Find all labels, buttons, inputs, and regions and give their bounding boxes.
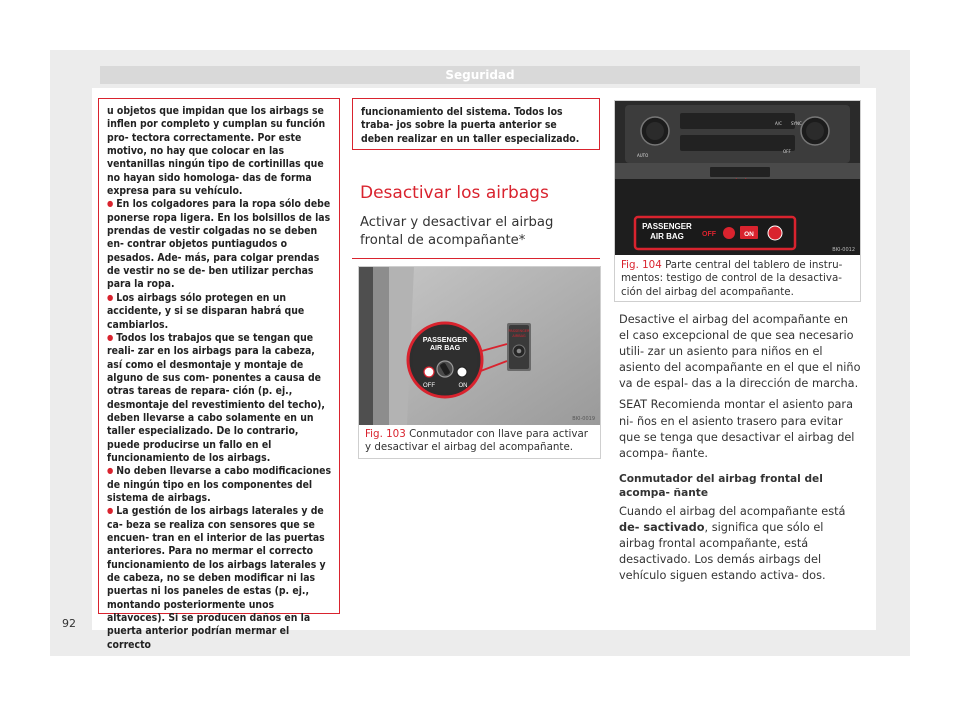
warning-bullet: ● En los colgadores para la ropa sólo debe ponerse ropa ligera. En los bolsillos de las prendas de vestir colgadas no se deben en- contrar objetos puntiagudos o pesados. Ade- más, para colgar prendas de vestir no se de- ben utilizar perchas para la ropa. (107, 198, 331, 291)
lamp-airbag-label: AIR BAG (650, 232, 684, 241)
switch-on-label: ON (458, 383, 468, 389)
body-text (619, 312, 861, 589)
airbag-on-icon (457, 367, 467, 377)
figure-number: Fig. 104 (621, 259, 662, 271)
warning-bullet: ● No deben llevarse a cabo modificaciones de ningún tipo en los componentes del sistema de airbags. (107, 465, 331, 505)
warning-bullet: ● La gestión de los airbags laterales y de ca- beza se realiza con sensores que se encuen- tran en el interior de las puertas anteriores. Para no mermar el correcto funcionamiento de los airbags laterales y de cabeza, no se deben modificar ni las puertas ni los paneles de estas (p. ej., montando posteriormente unos altavoces). Si se producen daños en la puerta anterior podrían mermar el correcto (107, 505, 331, 652)
lamp-on-label: ON (744, 231, 754, 238)
body-bold-term: de- sactivado (619, 520, 705, 534)
figure-caption (615, 255, 860, 299)
figure-104 (614, 100, 861, 302)
small-switch-label-2: AIRBAG (512, 334, 526, 338)
warning-bullet: ● Los airbags sólo protegen en un accidente, y si se disparan habrá que cambiarlos. (107, 292, 331, 332)
figure-103 (358, 266, 601, 459)
airbag-status-icon (768, 226, 782, 240)
figure-caption (359, 425, 600, 455)
body-paragraph: Desactive el airbag del acompañante en el caso excepcional de que sea necesario utili- zar un asiento para niños en el asiento del acompañante en el que el niño va de espal- das a la dirección de marcha. (619, 313, 861, 391)
airbag-key-switch-illustration (359, 267, 600, 425)
lamp-passenger-label: PASSENGER (642, 222, 692, 231)
title-divider (352, 258, 600, 259)
switch-passenger-label: PASSENGER (422, 335, 468, 344)
body-paragraph: SEAT Recomienda montar el asiento para ni- ños en el asiento trasero para evitar que se tenga que desactivar el airbag del acompa- ñante. (619, 398, 855, 460)
airbag-warning-icon (723, 227, 735, 239)
switch-off-label: OFF (423, 383, 435, 389)
figure-code: BKI-0019 (572, 416, 595, 422)
warning-bullet: ● Todos los trabajos que se tengan que reali- zar en los airbags para la cabeza, así como el desmontaje y montaje de alguno de sus com- ponentes a causa de otras tareas de repara- ción (p. ej., desmontaje del revestimiento del techo), deben llevarse a cabo solamente en un taller especializado. De lo contrario, puede producirse un fallo en el funcionamiento de los airbags. (107, 332, 331, 465)
section-header: Seguridad (100, 66, 860, 84)
warning-box (98, 98, 340, 651)
body-text-part: Cuando el airbag del acompañante está (619, 504, 846, 518)
warning-paragraph: funcionamiento del sistema. Todos los traba- jos sobre la puerta anterior se deben realizar en un taller especializado. (361, 106, 580, 145)
dashboard-center-illustration (615, 101, 860, 255)
subsection-title: Activar y desactivar el airbag frontal de acompañante* (360, 215, 554, 248)
figure-caption-text: Parte central del tablero de instru- mentos: testigo de control de la desactiva- ción del airbag del acompañante. (621, 259, 843, 298)
body-paragraph (619, 504, 861, 584)
switch-airbag-label: AIR BAG (429, 343, 461, 352)
panel-auto-label: AUTO (637, 153, 649, 158)
panel-ac-label: A/C (775, 121, 782, 126)
panel-sync-label: SYNC (791, 121, 802, 126)
lamp-off-label: OFF (702, 231, 716, 238)
figure-number: Fig. 103 (365, 428, 406, 440)
warning-box-continued (352, 98, 600, 150)
page-number: 92 (62, 617, 76, 630)
airbag-off-icon (424, 367, 434, 377)
body-subheading: Conmutador del airbag frontal del acompa- ñante (619, 472, 823, 499)
small-switch-label: PASSENGER (508, 329, 530, 333)
section-title: Desactivar los airbags (360, 183, 549, 203)
warning-paragraph: u objetos que impidan que los airbags se inflen por completo y cumplan su función pro- tectora correctamente. Por este motivo, no hay que colocar en las ventanillas ningún tipo de cortinillas que no hayan sido homologa- das de forma expresa para su vehículo. (107, 105, 326, 198)
panel-off-label: OFF (783, 149, 791, 154)
figure-code: BKI-0012 (832, 247, 855, 253)
figure-caption-text: Conmutador con llave para activar y desactivar el airbag del acompañante. (365, 428, 588, 454)
body-text-part: , significa que sólo el airbag frontal acompañante, está desactivado. Los demás airbags del vehículo siguen estando activa- dos. (619, 520, 826, 583)
